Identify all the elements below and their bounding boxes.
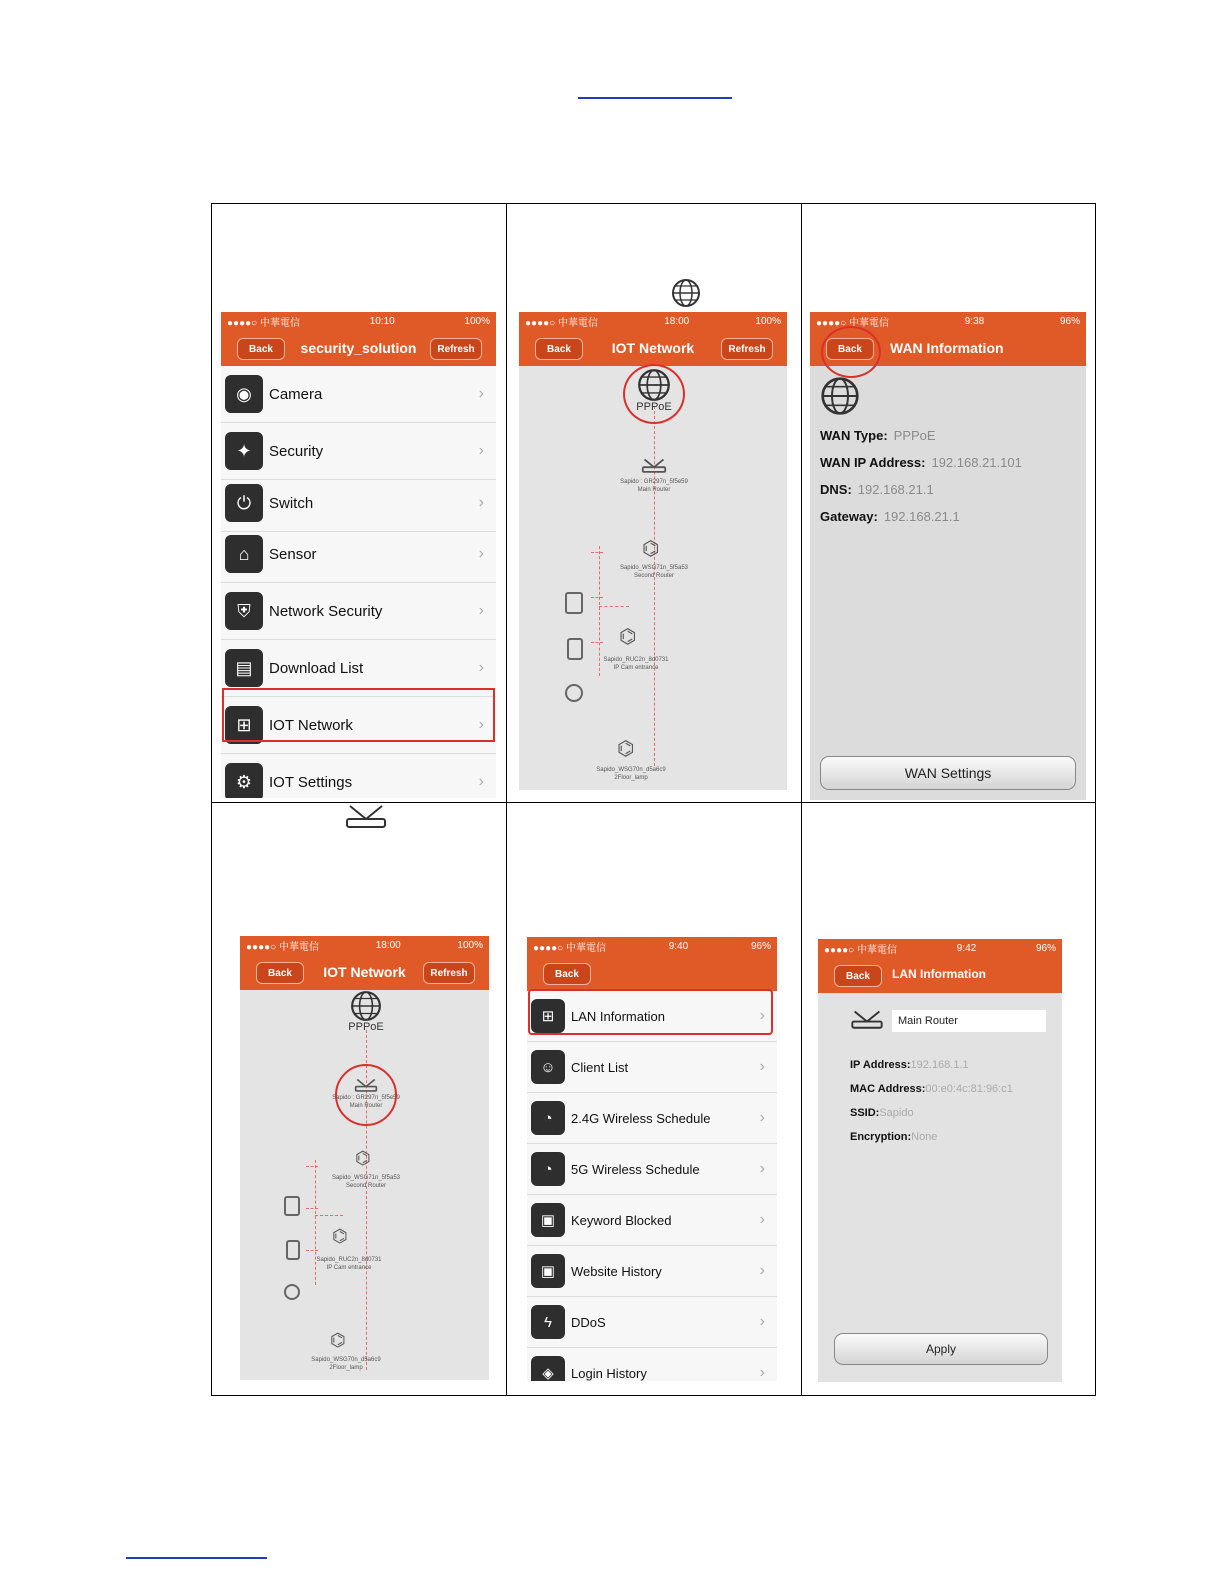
status-bar <box>818 939 1062 957</box>
menu-item-client-list[interactable]: ☺ Client List › <box>527 1042 777 1093</box>
lamp-label: Sapido_WSG70n_d5a6c9 2Floor_lamp <box>596 767 666 781</box>
globe-icon <box>820 376 860 416</box>
main-router-label: Sapido : GR297n_5f5e59 Main Router <box>620 479 688 493</box>
menu-item-iot-network[interactable]: ⊞ IOT Network › <box>221 697 496 754</box>
chevron-right-icon: › <box>759 1007 765 1024</box>
usb-icon[interactable] <box>286 1240 300 1260</box>
status-bar <box>240 936 489 954</box>
chevron-right-icon: › <box>759 1211 765 1228</box>
nav-title: WAN Information <box>890 340 1004 356</box>
lock-icon: ▣ <box>531 1254 565 1288</box>
wireless-icon: ◔ <box>531 1101 565 1135</box>
second-router-label: Sapido_WSG71n_5f5a53 Second Router <box>619 565 689 579</box>
mac-address-row: MAC Address:00:e0:4c:81:96:c1 <box>850 1083 1013 1095</box>
chevron-right-icon: › <box>478 659 484 676</box>
carrier-label: ●●●●○ 中華電信 <box>227 317 300 329</box>
menu-item-network-security[interactable]: ⛨ Network Security › <box>221 583 496 640</box>
chevron-right-icon: › <box>759 1160 765 1177</box>
highlight-back <box>821 326 881 378</box>
wireless-icon: ◔ <box>531 1152 565 1186</box>
lamp-label: Sapido_WSG70n_d5a6c9 2Floor_lamp <box>311 1357 381 1371</box>
network-icon: ⊞ <box>225 706 263 744</box>
nav-bar <box>519 330 787 366</box>
refresh-button[interactable]: Refresh <box>721 338 773 360</box>
chevron-right-icon: › <box>478 773 484 790</box>
camera-icon[interactable] <box>565 684 583 702</box>
battery-label: 100% <box>464 315 490 327</box>
highlight-main-router <box>335 1064 397 1126</box>
usb-icon[interactable] <box>567 638 583 660</box>
menu-item-camera[interactable]: ◉ Camera › <box>221 366 496 423</box>
menu-item-switch[interactable]: ⏻ Switch › <box>221 475 496 532</box>
chevron-right-icon: › <box>478 385 484 402</box>
chevron-right-icon: › <box>478 602 484 619</box>
back-button[interactable]: Back <box>834 965 882 987</box>
phone-security-solution <box>221 312 496 798</box>
refresh-button[interactable]: Refresh <box>423 962 475 984</box>
chevron-right-icon: › <box>759 1058 765 1075</box>
back-button[interactable]: Back <box>237 338 285 360</box>
time-label: 9:40 <box>668 940 689 952</box>
top-link-underline[interactable] <box>578 97 732 99</box>
wan-settings-button[interactable]: WAN Settings <box>820 756 1076 790</box>
nav-title: security_solution <box>300 340 417 356</box>
wan-node-label: PPPoE <box>348 1021 384 1033</box>
bolt-icon: ϟ <box>531 1305 565 1339</box>
carrier-label: ●●●●○ 中華電信 <box>533 942 606 954</box>
back-button[interactable]: Back <box>535 338 583 360</box>
device-name-input[interactable]: Main Router <box>892 1010 1046 1032</box>
nav-bar <box>221 330 496 366</box>
gateway-row: Gateway: 192.168.21.1 <box>820 509 960 524</box>
chevron-right-icon: › <box>478 494 484 511</box>
carrier-label: ●●●●○ 中華電信 <box>824 944 897 956</box>
dns-row: DNS: 192.168.21.1 <box>820 482 934 497</box>
status-bar <box>519 312 787 330</box>
battery-label: 100% <box>457 939 483 951</box>
menu-item-keyword-blocked[interactable]: ▣ Keyword Blocked › <box>527 1195 777 1246</box>
menu-item-lan-information[interactable]: ⊞ LAN Information › <box>527 991 777 1042</box>
menu-item-security[interactable]: ✦ Security › <box>221 423 496 480</box>
chevron-right-icon: › <box>478 716 484 733</box>
battery-label: 96% <box>1035 942 1056 954</box>
document-icon: ▤ <box>225 649 263 687</box>
phone-iot-network-router <box>240 936 489 1380</box>
speaker-icon[interactable] <box>284 1196 300 1216</box>
ipcam-label: Sapido_RUC2n_8d0731 IP Cam entrance <box>316 1257 382 1271</box>
topology-view <box>240 990 489 1380</box>
time-label: 10:10 <box>369 315 395 327</box>
wan-info-body <box>810 366 1086 800</box>
ipcam-label: Sapido_RUC2n_8d0731 IP Cam entrance <box>603 657 669 671</box>
chevron-right-icon: › <box>478 545 484 562</box>
wireless-router-icon[interactable]: ⌬ <box>355 1148 371 1168</box>
ssid-row: SSID:Sapido <box>850 1107 914 1119</box>
highlight-globe <box>623 364 685 424</box>
router-icon <box>344 804 388 830</box>
shield-cat-icon: ✦ <box>225 432 263 470</box>
status-bar <box>221 312 496 330</box>
globe-icon[interactable] <box>350 990 382 1022</box>
wireless-router-icon[interactable]: ⌬ <box>619 626 637 648</box>
back-button[interactable]: Back <box>256 962 304 984</box>
time-label: 9:38 <box>964 315 985 327</box>
menu-item-website-history[interactable]: ▣ Website History › <box>527 1246 777 1297</box>
wireless-router-icon[interactable]: ⌬ <box>332 1226 348 1246</box>
lock-icon: ▣ <box>531 1203 565 1237</box>
bottom-link-underline[interactable] <box>126 1557 267 1559</box>
menu-item-24g-schedule[interactable]: ◔ 2.4G Wireless Schedule › <box>527 1093 777 1144</box>
menu-list <box>527 991 777 1381</box>
time-label: 9:42 <box>956 942 977 954</box>
carrier-label: ●●●●○ 中華電信 <box>246 941 319 953</box>
camera-icon[interactable] <box>284 1284 300 1300</box>
nav-title: IOT Network <box>323 964 406 980</box>
status-bar <box>527 937 777 955</box>
chevron-right-icon: › <box>759 1262 765 1279</box>
battery-label: 100% <box>755 315 781 327</box>
nav-title: LAN Information <box>892 967 986 981</box>
nav-bar <box>527 955 777 991</box>
lan-info-body <box>818 993 1062 1382</box>
wan-node-label: PPPoE <box>636 401 672 413</box>
battery-label: 96% <box>750 940 771 952</box>
client-icon: ☺ <box>531 1050 565 1084</box>
tag-icon: ◈ <box>531 1356 565 1381</box>
wireless-router-icon[interactable]: ⌬ <box>330 1330 346 1350</box>
router-icon <box>850 1009 884 1031</box>
nav-bar <box>240 954 489 990</box>
wan-ip-row: WAN IP Address: 192.168.21.101 <box>820 455 1022 470</box>
network-icon: ⊞ <box>531 999 565 1033</box>
second-router-label: Sapido_WSG71n_5f5a53 Second Router <box>331 1175 401 1189</box>
wan-type-row: WAN Type: PPPoE <box>820 428 936 443</box>
shield-icon: ⛨ <box>225 592 263 630</box>
battery-label: 96% <box>1059 315 1080 327</box>
chevron-right-icon: › <box>759 1109 765 1126</box>
encryption-row: Encryption:None <box>850 1131 938 1143</box>
eye-icon: ◉ <box>225 375 263 413</box>
chevron-right-icon: › <box>478 442 484 459</box>
nav-bar <box>818 957 1062 993</box>
nav-title: IOT Network <box>611 340 695 356</box>
back-button[interactable]: Back <box>826 338 874 360</box>
highlight-lan-information <box>528 989 773 1035</box>
gear-icon: ⚙ <box>225 763 263 798</box>
wireless-router-icon[interactable]: ⌬ <box>642 538 660 560</box>
refresh-button[interactable]: Refresh <box>430 338 482 360</box>
ip-address-row: IP Address:192.168.1.1 <box>850 1059 969 1071</box>
main-router-label: Sapido : GR297n_5f5e59 Main Router <box>332 1095 400 1109</box>
menu-item-login-history[interactable]: ◈ Login History › <box>527 1348 777 1381</box>
wireless-router-icon[interactable]: ⌬ <box>617 738 635 760</box>
topology-view <box>519 366 787 790</box>
router-icon[interactable] <box>641 458 667 474</box>
highlight-iot-network <box>222 688 495 742</box>
house-sensor-icon: ⌂ <box>225 535 263 573</box>
chevron-right-icon: › <box>759 1364 765 1381</box>
apply-button[interactable]: Apply <box>834 1333 1048 1365</box>
time-label: 18:00 <box>664 315 690 327</box>
menu-item-5g-schedule[interactable]: ◔ 5G Wireless Schedule › <box>527 1144 777 1195</box>
speaker-icon[interactable] <box>565 592 583 614</box>
carrier-label: ●●●●○ 中華電信 <box>816 317 889 329</box>
menu-item-iot-settings[interactable]: ⚙ IOT Settings › <box>221 754 496 798</box>
menu-item-download-list[interactable]: ▤ Download List › <box>221 640 496 697</box>
phone-lan-information <box>818 939 1062 1382</box>
chevron-right-icon: › <box>759 1313 765 1330</box>
back-button[interactable]: Back <box>543 963 591 985</box>
phone-iot-network <box>519 312 787 790</box>
time-label: 18:00 <box>375 939 401 951</box>
carrier-label: ●●●●○ 中華電信 <box>525 317 598 329</box>
menu-item-ddos[interactable]: ϟ DDoS › <box>527 1297 777 1348</box>
plug-icon: ⏻ <box>225 484 263 522</box>
menu-item-sensor[interactable]: ⌂ Sensor › <box>221 526 496 583</box>
phone-router-menu <box>527 937 777 1381</box>
phone-wan-information <box>810 312 1086 800</box>
